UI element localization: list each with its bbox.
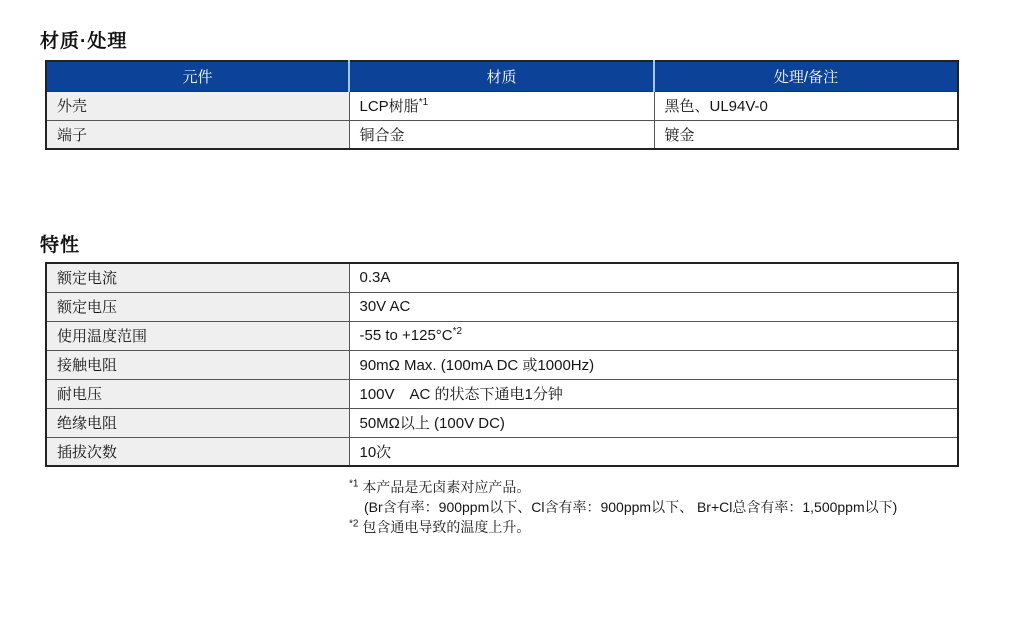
footnote-marker: *1	[349, 478, 359, 490]
table-row	[46, 292, 958, 321]
column-header-material: 材质	[349, 61, 654, 91]
cell-spec-label: 耐电压	[46, 379, 349, 408]
cell-treatment: 黑色、UL94V-0	[654, 91, 958, 120]
table-row	[46, 437, 958, 466]
cell-treatment: 镀金	[654, 120, 958, 149]
spec-value-text: 90mΩ Max. (100mA DC 或1000Hz)	[359, 357, 595, 374]
table-row	[46, 379, 958, 408]
footnotes	[349, 477, 897, 537]
column-header-treatment: 处理/备注	[654, 61, 958, 91]
cell-material	[349, 91, 654, 120]
spec-table	[45, 262, 959, 467]
cell-spec-label: 额定电压	[46, 292, 349, 321]
material-text: LCP树脂	[359, 98, 419, 115]
cell-component: 端子	[46, 120, 349, 149]
footnote-2	[349, 517, 897, 537]
cell-spec-label: 插拔次数	[46, 437, 349, 466]
cell-spec-value	[349, 292, 958, 321]
table-row	[46, 120, 958, 149]
spec-value-text: -55 to +125°C	[359, 327, 453, 344]
cell-spec-value	[349, 437, 958, 466]
cell-material	[349, 120, 654, 149]
cell-spec-value	[349, 408, 958, 437]
table-row	[46, 91, 958, 120]
cell-spec-label: 额定电流	[46, 263, 349, 292]
footnote-marker-ref: *1	[418, 97, 429, 108]
table-row	[46, 350, 958, 379]
footnote-1-continuation	[349, 497, 897, 517]
spec-value-text: 30V AC	[359, 298, 411, 315]
footnote-text: (Br含有率：900ppm以下、Cl含有率：900ppm以下、 Br+Cl总含有率：1,500ppm以下)	[364, 499, 898, 515]
footnote-1	[349, 477, 897, 497]
cell-spec-value	[349, 379, 958, 408]
material-text: 铜合金	[359, 126, 405, 144]
footnote-marker: *2	[349, 518, 359, 530]
spec-section-title: 特性	[40, 235, 81, 256]
cell-spec-value	[349, 263, 958, 292]
spec-value-text: 0.3A	[359, 269, 391, 287]
table-row	[46, 408, 958, 437]
table-row	[46, 321, 958, 350]
material-table	[45, 60, 959, 150]
cell-spec-value	[349, 321, 958, 350]
footnote-marker-ref: *2	[452, 326, 463, 337]
material-table-header-row	[46, 61, 958, 91]
cell-component: 外壳	[46, 91, 349, 120]
cell-spec-label: 使用温度范围	[46, 321, 349, 350]
footnote-text: 本产品是无卤素对应产品。	[362, 479, 531, 495]
table-row	[46, 263, 958, 292]
spec-value-text: 10次	[359, 443, 392, 461]
footnote-text: 包含通电导致的温度上升。	[362, 519, 531, 535]
cell-spec-label: 绝缘电阻	[46, 408, 349, 437]
column-header-component: 元件	[46, 61, 349, 91]
cell-spec-label: 接触电阻	[46, 350, 349, 379]
material-section-title: 材质·处理	[40, 31, 128, 52]
cell-spec-value	[349, 350, 958, 379]
spec-value-text: 50MΩ以上 (100V DC)	[359, 415, 505, 432]
spec-value-text: 100V AC 的状态下通电1分钟	[359, 386, 563, 403]
